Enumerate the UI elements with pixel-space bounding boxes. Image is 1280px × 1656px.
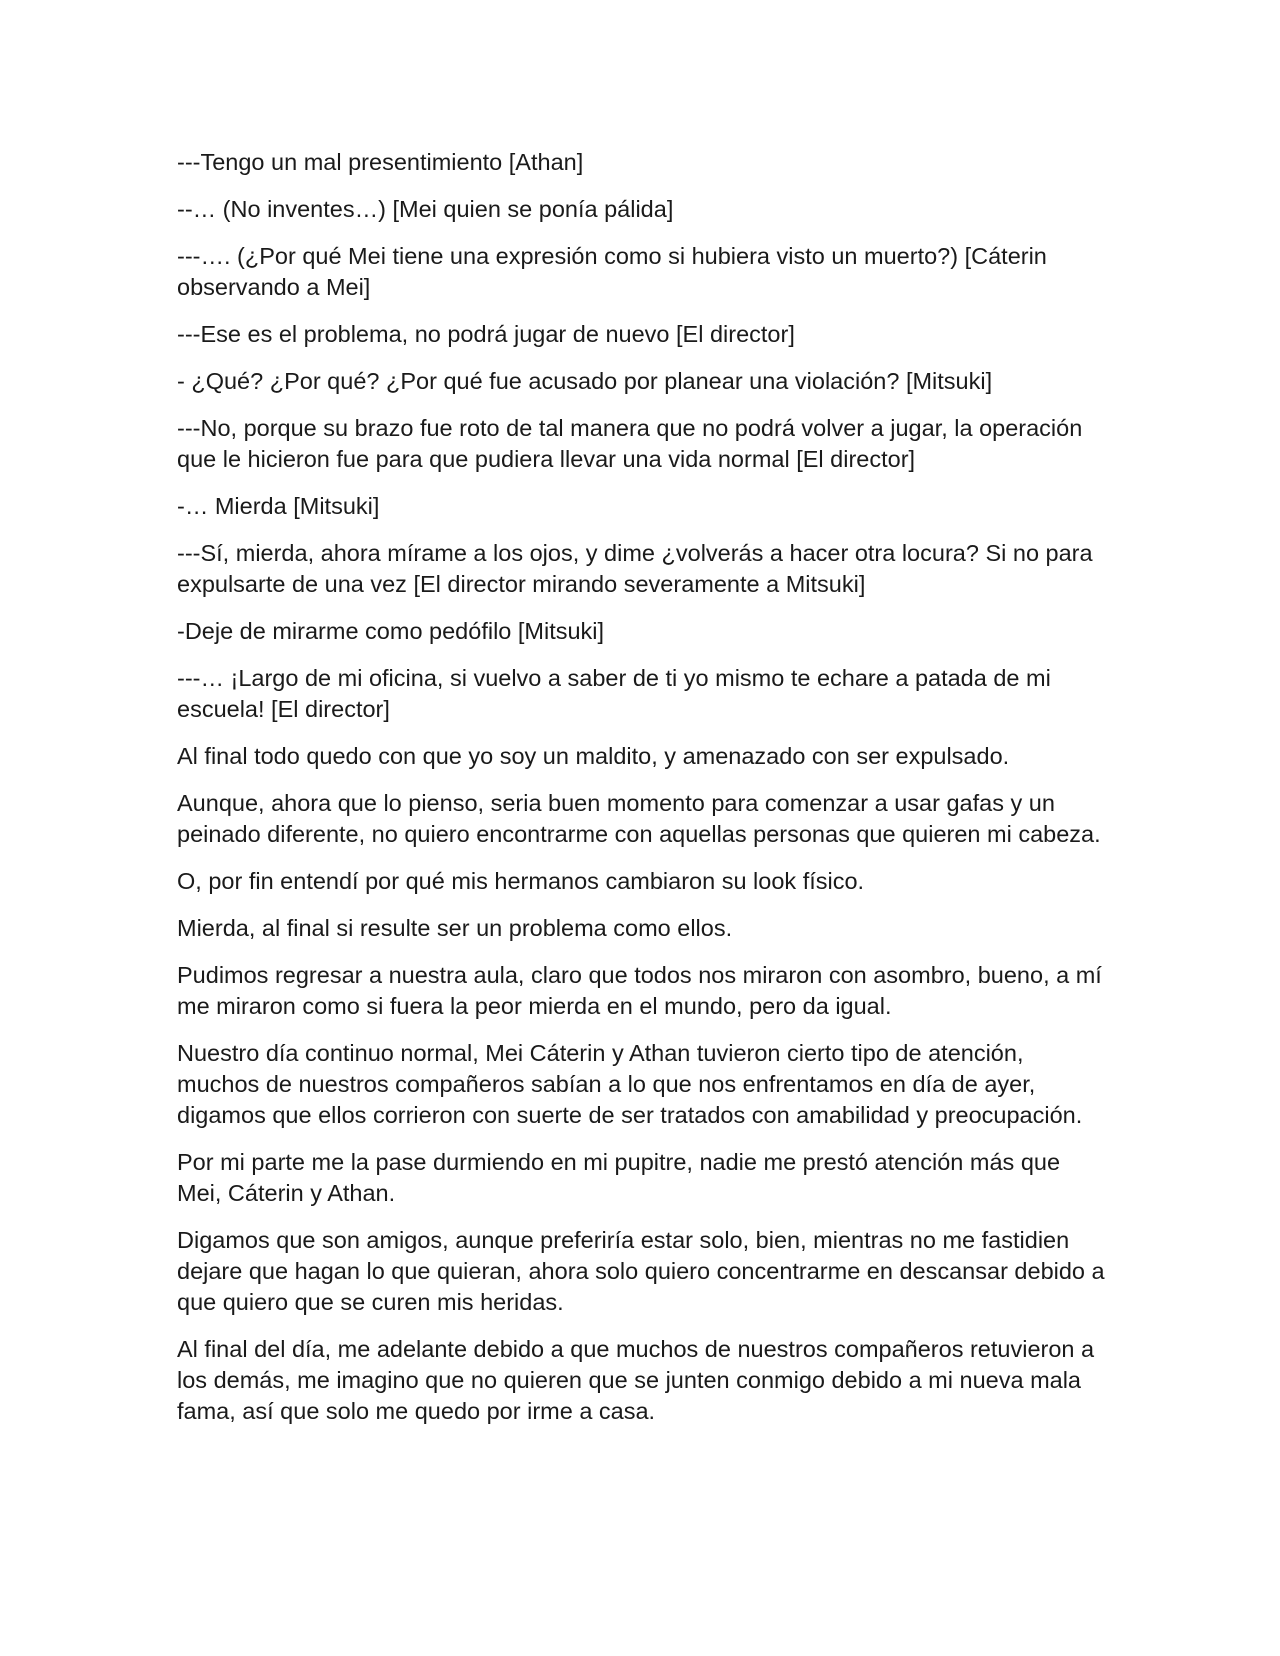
paragraph: - ¿Qué? ¿Por qué? ¿Por qué fue acusado por planear una violación? [Mitsuki] [177, 368, 993, 394]
paragraph: Pudimos regresar a nuestra aula, claro que todos nos miraron con asombro, bueno, a mí me miraron como si fuera la peor mierda en el mundo, pero da igual. [177, 962, 1102, 1019]
paragraph: ---Sí, mierda, ahora mírame a los ojos, y dime ¿volverás a hacer otra locura? Si no para expulsarte de una vez [El director mirando severamente a Mitsuki] [177, 540, 1093, 597]
paragraph: Nuestro día continuo normal, Mei Cáterin y Athan tuvieron cierto tipo de atención, muchos de nuestros compañeros sabían a lo que nos enfrentamos en día de ayer, digamos que ellos corrieron con suerte de ser tratados con amabilidad y preocupación. [177, 1040, 1083, 1128]
paragraph: Aunque, ahora que lo pienso, seria buen momento para comenzar a usar gafas y un peinado diferente, no quiero encontrarme con aquellas personas que quieren mi cabeza. [177, 790, 1101, 847]
paragraph: ---Ese es el problema, no podrá jugar de nuevo [El director] [177, 321, 795, 347]
paragraph: -… Mierda [Mitsuki] [177, 493, 380, 519]
paragraph: --… (No inventes…) [Mei quien se ponía pálida] [177, 196, 674, 222]
paragraph: -Deje de mirarme como pedófilo [Mitsuki] [177, 618, 605, 644]
paragraph: Por mi parte me la pase durmiendo en mi pupitre, nadie me prestó atención más que Mei, Cáterin y Athan. [177, 1149, 1061, 1206]
paragraph: ---Tengo un mal presentimiento [Athan] [177, 149, 584, 175]
paragraph: ---… ¡Largo de mi oficina, si vuelvo a saber de ti yo mismo te echare a patada de mi escuela! [El director] [177, 665, 1051, 722]
paragraph: Al final del día, me adelante debido a que muchos de nuestros compañeros retuvieron a los demás, me imagino que no quieren que se junten conmigo debido a mi nueva mala fama, así que solo me quedo por irme a casa. [177, 1336, 1095, 1424]
paragraph: Al final todo quedo con que yo soy un maldito, y amenazado con ser expulsado. [177, 743, 1010, 769]
paragraph: O, por fin entendí por qué mis hermanos cambiaron su look físico. [177, 868, 865, 894]
paragraph: ---No, porque su brazo fue roto de tal manera que no podrá volver a jugar, la operación que le hicieron fue para que pudiera llevar una vida normal [El director] [177, 415, 1083, 472]
paragraph: Mierda, al final si resulte ser un problema como ellos. [177, 915, 733, 941]
paragraph: ---…. (¿Por qué Mei tiene una expresión como si hubiera visto un muerto?) [Cáterin observando a Mei] [177, 243, 1047, 300]
paragraph: Digamos que son amigos, aunque preferiría estar solo, bien, mientras no me fastidien dejare que hagan lo que quieran, ahora solo quiero concentrarme en descansar debido a que quiero que se curen mis heridas. [177, 1227, 1105, 1315]
